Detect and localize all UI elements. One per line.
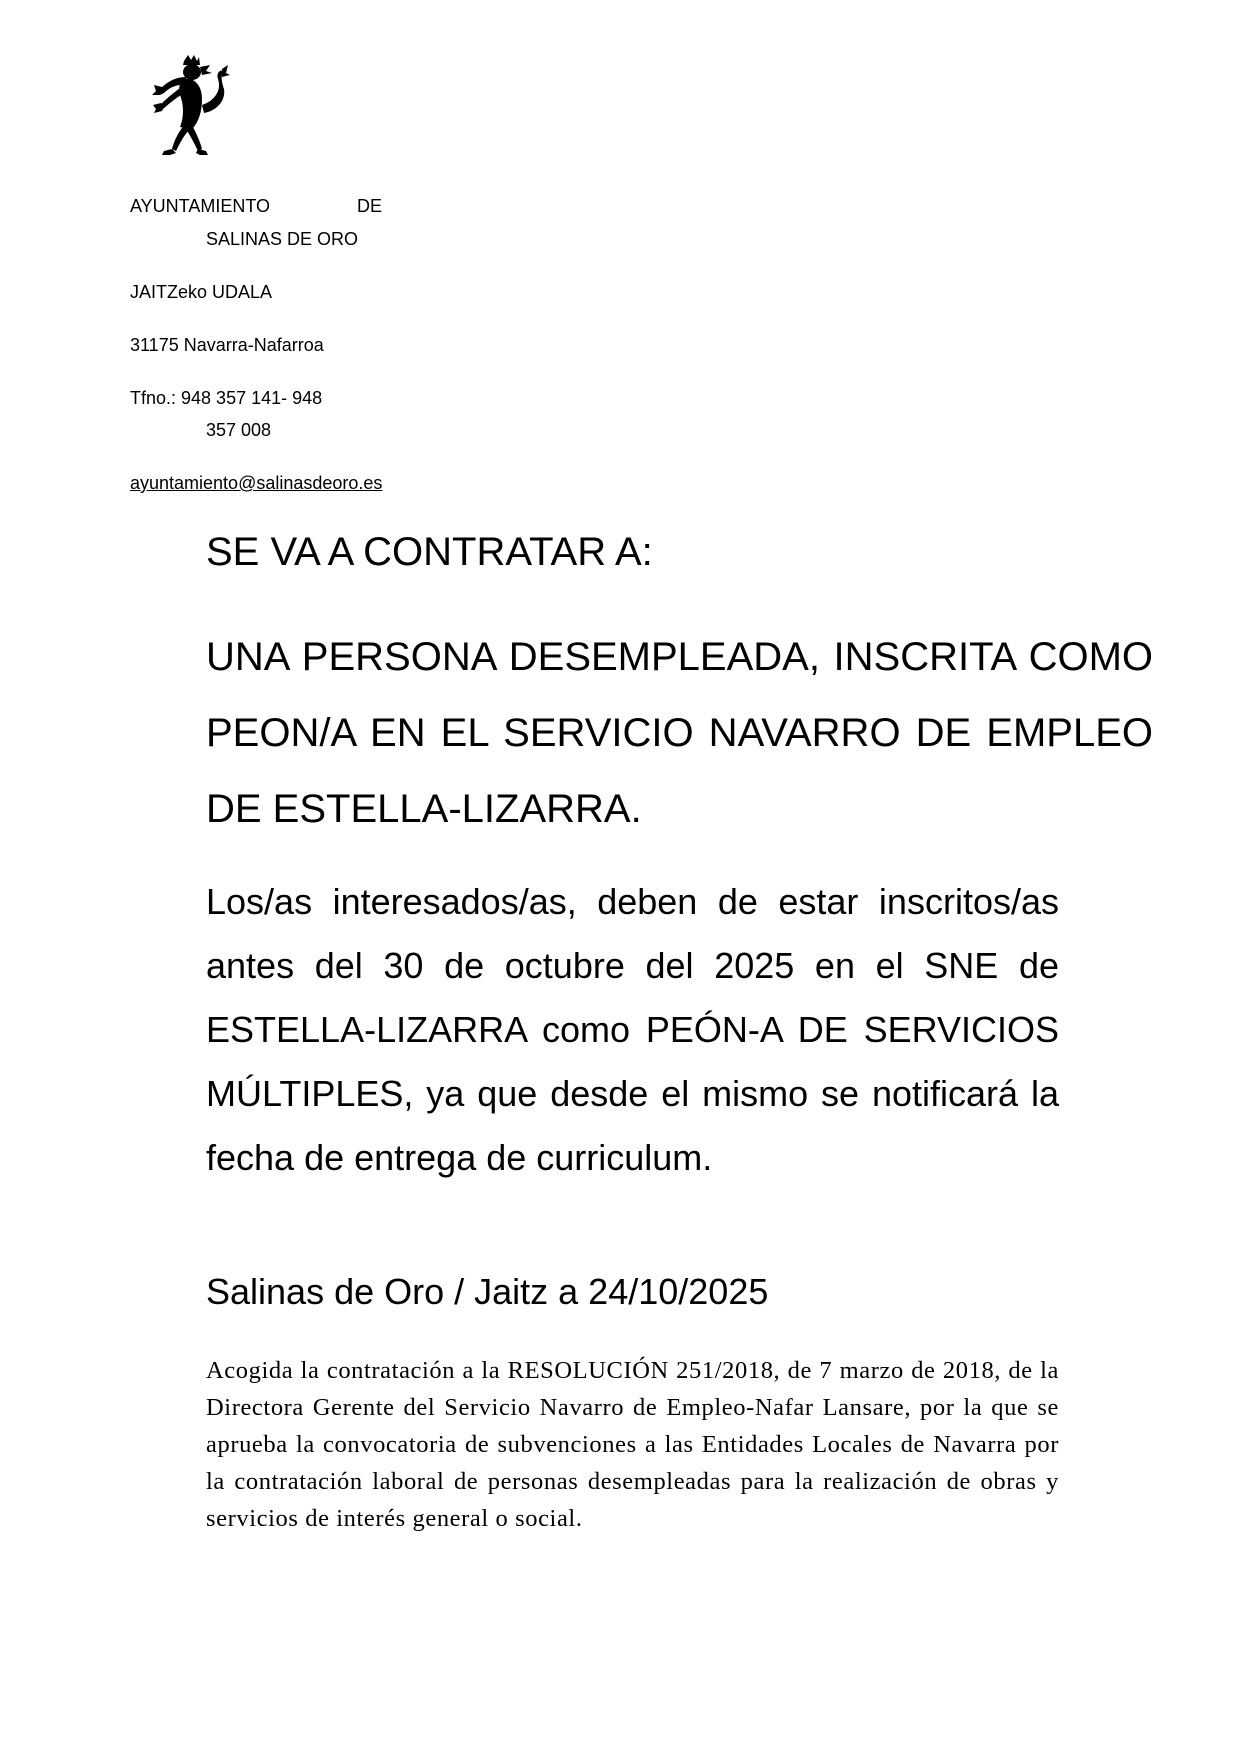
header-phone: Tfno.: 948 357 141- 948 [130,388,323,408]
header-basque-name: JAITZeko UDALA [130,282,273,302]
header-town-name: SALINAS DE ORO [206,229,359,249]
header-de: DE [357,196,383,216]
announcement-body: Los/as interesados/as, deben de estar inscritos/as antes del 30 de octubre del 2025 en el SNE de ESTELLA-LIZARRA como PEÓN-A DE SERVICIOS MÚLTIPLES, ya que desde el mismo se notificará la fecha de entrega de curriculum. [206,881,1059,1178]
announcement-title: SE VA A CONTRATAR A: [206,530,653,574]
heraldic-lion-icon [150,55,232,160]
announcement-subtitle: UNA PERSONA DESEMPLEADA, INSCRITA COMO PEON/A EN EL SERVICIO NAVARRO DE EMPLEO DE ESTELLA-LIZARRA. [206,635,1153,831]
place-and-date: Salinas de Oro / Jaitz a 24/10/2025 [206,1271,769,1312]
legal-notice: Acogida la contratación a la RESOLUCIÓN 251/2018, de 7 marzo de 2018, de la Directora Gerente del Servicio Navarro de Empleo-Nafar Lansare, por la que se aprueba la convocatoria de subvenciones a las Entidades Locales de Navarra por la contratación laboral de personas desempleadas para la realización de obras y servicios de interés general o social. [206,1357,1059,1532]
header-line-ayuntamiento [130,190,383,223]
header-email-link[interactable]: ayuntamiento@salinasdeoro.es [130,473,383,493]
header-ayuntamiento: AYUNTAMIENTO [130,196,271,216]
header-postal-address: 31175 Navarra-Nafarroa [130,335,324,355]
header-phone-continued: 357 008 [206,420,272,440]
